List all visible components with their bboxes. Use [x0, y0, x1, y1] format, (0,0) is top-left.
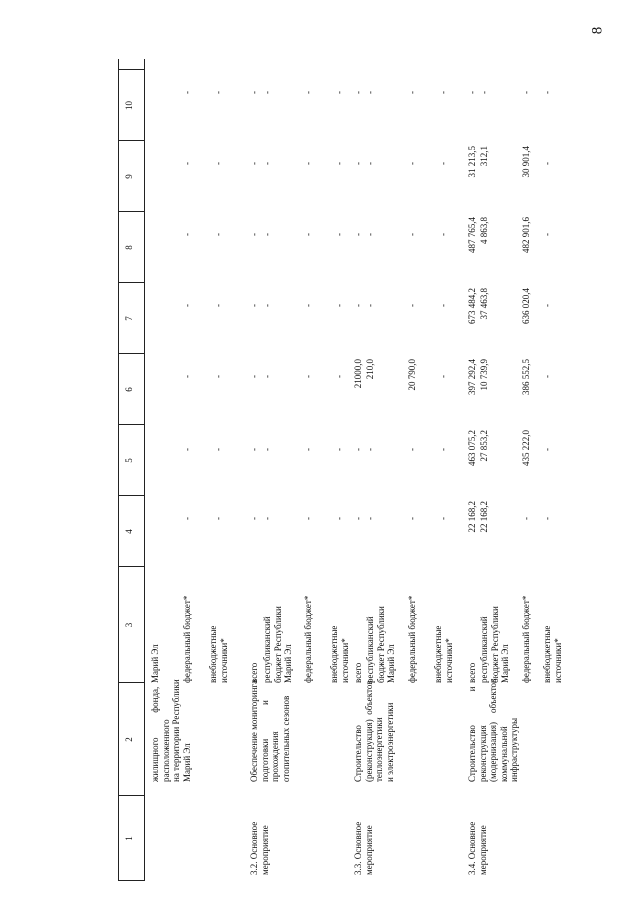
- row-10-val-9: -: [438, 162, 448, 165]
- row-8-val-9: -: [365, 162, 375, 165]
- row-4-val-7: -: [262, 304, 272, 307]
- row-14-val-9: -: [542, 162, 552, 165]
- row-8-val-7: -: [365, 304, 375, 307]
- row-3-val-5: -: [249, 448, 259, 451]
- row-13-val-9: 30 901,4: [521, 146, 531, 178]
- row-3-val-10: -: [249, 91, 259, 94]
- row-2-source: внебюджетные источники*: [208, 625, 229, 683]
- row-11-val-7: 673 484,2: [467, 288, 477, 324]
- page-number: 8: [589, 26, 606, 35]
- row-10-val-7: -: [438, 304, 448, 307]
- row-9-val-7: -: [407, 304, 417, 307]
- row-12-source: республиканский бюджет Республики Марий Эл: [479, 606, 510, 683]
- row-3-val-9: -: [249, 162, 259, 165]
- row-5-val-10: -: [303, 91, 313, 94]
- row-3-val-6: -: [249, 375, 259, 378]
- row-11-val-6: 397 292,4: [467, 359, 477, 395]
- col-number-1: 1: [124, 836, 134, 841]
- row-3-val-7: -: [249, 304, 259, 307]
- row-14-val-7: -: [542, 304, 552, 307]
- row-6-source: внебюджетные источники*: [329, 625, 350, 683]
- row-9-val-4: -: [407, 517, 417, 520]
- row-7-source: всего: [353, 662, 363, 683]
- row-8-source: республиканский бюджет Республики Марий Эл: [365, 606, 396, 683]
- row-13-source: федеральный бюджет*: [521, 595, 531, 683]
- row-11-val-5: 463 075,2: [467, 430, 477, 466]
- table-header-rule: [144, 59, 145, 881]
- row-14-source: внебюджетные источники*: [542, 625, 563, 683]
- row-2-val-9: -: [213, 162, 223, 165]
- row-12-val-7: 37 463,8: [479, 288, 489, 320]
- row-1-val-5: -: [182, 448, 192, 451]
- row-4-val-10: -: [262, 91, 272, 94]
- row-14-val-5: -: [542, 448, 552, 451]
- row-3-source: всего: [249, 662, 259, 683]
- col-number-9: 9: [124, 174, 134, 179]
- row-2-val-7: -: [213, 304, 223, 307]
- row-7-val-9: -: [353, 162, 363, 165]
- row-1-val-6: -: [182, 375, 192, 378]
- row-7-val-10: -: [353, 91, 363, 94]
- row-1-val-7: -: [182, 304, 192, 307]
- row-7-val-6: 21000,0: [353, 359, 363, 389]
- row-14-val-10: -: [542, 91, 552, 94]
- row-9-val-8: -: [407, 233, 417, 236]
- row-14-val-4: -: [542, 517, 552, 520]
- row-13-val-4: -: [521, 517, 531, 520]
- row-4-val-8: -: [262, 233, 272, 236]
- row-6-val-6: -: [334, 375, 344, 378]
- row-4-val-9: -: [262, 162, 272, 165]
- row-3-measure: Обеспечение мониторинга подготовки и прохождения отопительных сезонов: [249, 679, 291, 782]
- row-2-val-8: -: [213, 233, 223, 236]
- row-13-val-8: 482 901,6: [521, 217, 531, 253]
- row-5-val-5: -: [303, 448, 313, 451]
- row-7-measure: Строительство (реконструкция) объектов теплоэнергетики и электроэнергетики: [353, 680, 395, 782]
- row-11-val-4: 22 168,2: [467, 501, 477, 533]
- row-1-val-8: -: [182, 233, 192, 236]
- row-9-val-10: -: [407, 91, 417, 94]
- row-5-source: федеральный бюджет*: [303, 595, 313, 683]
- col-number-5: 5: [124, 458, 134, 463]
- row-0-measure: жилищного фонда, расположенного на территории Республики Марий Эл: [150, 679, 192, 782]
- col-number-4: 4: [124, 529, 134, 534]
- budget-table: [118, 59, 566, 881]
- row-1-source: федеральный бюджет*: [182, 595, 192, 683]
- col-number-8: 8: [124, 245, 134, 250]
- row-7-val-8: -: [353, 233, 363, 236]
- row-1-val-4: -: [182, 517, 192, 520]
- row-8-val-4: -: [365, 517, 375, 520]
- row-13-val-6: 386 552,5: [521, 359, 531, 395]
- row-12-val-10: -: [479, 91, 489, 94]
- row-13-val-5: 435 222,0: [521, 430, 531, 466]
- row-2-val-10: -: [213, 91, 223, 94]
- row-2-val-4: -: [213, 517, 223, 520]
- row-8-val-5: -: [365, 448, 375, 451]
- row-11-val-8: 487 765,4: [467, 217, 477, 253]
- row-4-val-4: -: [262, 517, 272, 520]
- col-number-6: 6: [124, 387, 134, 392]
- row-6-val-9: -: [334, 162, 344, 165]
- row-11-number: 3.4. Основное мероприятие: [467, 821, 488, 875]
- row-11-measure: Строительство и реконструкция (модернизация) объектов коммунальной инфраструктуры: [467, 678, 519, 782]
- row-3-number: 3.2. Основное мероприятие: [249, 821, 270, 875]
- row-5-val-7: -: [303, 304, 313, 307]
- row-14-val-6: -: [542, 375, 552, 378]
- row-10-val-8: -: [438, 233, 448, 236]
- row-10-val-10: -: [438, 91, 448, 94]
- row-6-val-10: -: [334, 91, 344, 94]
- row-12-val-8: 4 863,8: [479, 217, 489, 244]
- col-number-2: 2: [124, 737, 134, 742]
- row-7-val-5: -: [353, 448, 363, 451]
- row-12-val-9: 312,1: [479, 146, 489, 167]
- row-9-source: федеральный бюджет*: [407, 595, 417, 683]
- row-5-val-9: -: [303, 162, 313, 165]
- row-12-val-6: 10 739,9: [479, 359, 489, 391]
- row-7-number: 3.3. Основное мероприятие: [353, 821, 374, 875]
- row-6-val-7: -: [334, 304, 344, 307]
- row-13-val-7: 636 020,4: [521, 288, 531, 324]
- row-10-source: внебюджетные источники*: [433, 625, 454, 683]
- col-number-7: 7: [124, 316, 134, 321]
- row-14-val-8: -: [542, 233, 552, 236]
- row-9-val-6: 20 790,0: [407, 359, 417, 391]
- row-11-source: всего: [467, 662, 477, 683]
- row-13-val-10: -: [521, 91, 531, 94]
- row-8-val-10: -: [365, 91, 375, 94]
- row-6-val-4: -: [334, 517, 344, 520]
- row-5-val-6: -: [303, 375, 313, 378]
- row-6-val-8: -: [334, 233, 344, 236]
- row-1-val-9: -: [182, 162, 192, 165]
- row-10-val-5: -: [438, 448, 448, 451]
- row-12-val-4: 22 168,2: [479, 501, 489, 533]
- row-10-val-6: -: [438, 375, 448, 378]
- row-3-val-4: -: [249, 517, 259, 520]
- row-12-val-5: 27 853,2: [479, 430, 489, 462]
- row-1-val-10: -: [182, 91, 192, 94]
- row-6-val-5: -: [334, 448, 344, 451]
- row-2-val-5: -: [213, 448, 223, 451]
- row-4-val-5: -: [262, 448, 272, 451]
- col-number-3: 3: [124, 622, 134, 628]
- row-7-val-4: -: [353, 517, 363, 520]
- row-2-val-6: -: [213, 375, 223, 378]
- row-9-val-5: -: [407, 448, 417, 451]
- row-4-val-6: -: [262, 375, 272, 378]
- row-11-val-9: 31 213,5: [467, 146, 477, 178]
- col-number-10: 10: [124, 101, 134, 110]
- row-10-val-4: -: [438, 517, 448, 520]
- row-3-val-8: -: [249, 233, 259, 236]
- row-5-val-8: -: [303, 233, 313, 236]
- row-9-val-9: -: [407, 162, 417, 165]
- row-4-source: республиканский бюджет Республики Марий Эл: [262, 606, 293, 683]
- table-top-rule: [118, 59, 119, 881]
- row-0-source: Марий Эл: [150, 644, 160, 683]
- row-8-val-8: -: [365, 233, 375, 236]
- row-7-val-7: -: [353, 304, 363, 307]
- row-11-val-10: -: [467, 91, 477, 94]
- row-5-val-4: -: [303, 517, 313, 520]
- row-8-val-6: 210,0: [365, 359, 375, 380]
